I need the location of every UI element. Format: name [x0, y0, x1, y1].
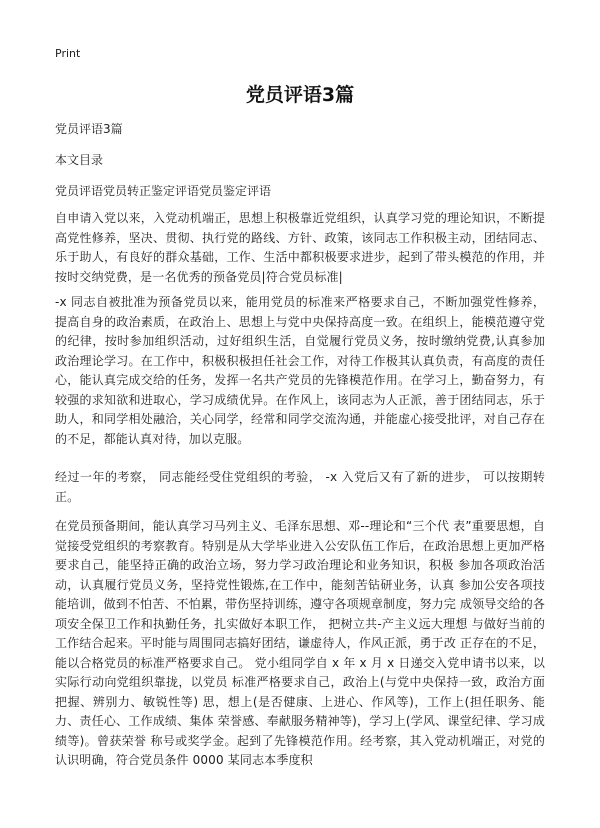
toc-heading: 本文目录: [55, 153, 104, 167]
print-link[interactable]: Print: [55, 47, 81, 60]
paragraph-1: 自申请入党以来，入党动机端正，思想上积极靠近党组织，认真学习党的理论知识，不断提高党性修养，坚决、贯彻、执行党的路线、方针、政策，该同志工作积极主动，团结同志、乐于助人，有良好的群众基础，工作、生活中都积极要求进步，起到了带头模范的作用，并按时交纳党费，是一名优秀的预备党员|符合党员标准|: [55, 211, 545, 284]
paragraph-4: 在党员预备期间，能认真学习马列主义、毛泽东思想、邓--理论和“三个代 表”重要思想，自觉接受党组织的考察教育。特别是从大学毕业进入公安队伍工作后，在政治思想上更加严格要求自己，能坚持正确的政治立场，努力学习政治理论和业务知识，积极 参加各项政治活动，认真履行党员义务，坚持党性锻炼,在工作中，能刻苦钻研业务，认真 参加公安各项技能培训，做到不怕苦、不怕累，带伤坚持训练，遵守各项规章制度，努力完 成领导交给的各项安全保卫工作和执勤任务，扎实做好本职工作， 把树立共-产主义远大理想 与做好当前的工作结合起来。平时能与周围同志搞好团结，谦虚待人，作风正派，勇于改 正存在的不足，能以合格党员的标准严格要求自己。 党小组同学自 x 年 x 月 x 日递交入党申请书以来，以实际行动向党组织靠拢，以党员 标准严格要求自己，政治上(与党中央保持一致，政治方面把握、辨别力、敏锐性等) 思，想上(是否健康、上进心、作风等)，工作上(担任职务、能力、责任心、工作成绩、集体 荣誉感、奉献服务精神等)，学习上(学风、课堂纪律、学习成绩等)。曾获荣誉 称号或奖学金。起到了先锋模范作用。经考察，其入党动机端正，对党的认识明确，符合党员条件 0000 某同志本季度积: [55, 519, 545, 767]
paragraph-2: -x 同志自被批准为预备党员以来，能用党员的标准来严格要求自己，不断加强党性修养， 提高自身的政治素质，在政治上、思想上与党中央保持高度一致。在组织上，能模范遵守党 的纪律，按时参加组织活动，过好组织生活，自觉履行党员义务，按时缴纳党费,认真参加 政治理论学习。在工作中，积极积极担任社会工作，对待工作极其认真负责，有高度的责任 心，能认真完成交给的任务，发挥一名共产党员的先锋模范作用。在学习上，勤奋努力，有 较强的求知欲和进取心，学习成绩优异。在作风上，该同志为人正派，善于团结同志，乐于 助人，和同学相处融洽，关心同学，经常和同学交流沟通，并能虚心接受批评，对自己存在 的不足，都能认真对待，加以克服。: [55, 295, 545, 446]
paragraph-3: 经过一年的考察， 同志能经受住党组织的考验， -x 入党后又有了新的进步， 可以按期转正。: [55, 470, 545, 504]
toc-item[interactable]: 党员评语党员转正鉴定评语党员鉴定评语: [55, 184, 272, 198]
page-title: 党员评语3篇: [245, 84, 355, 106]
document-subtitle: 党员评语3篇: [55, 122, 123, 136]
